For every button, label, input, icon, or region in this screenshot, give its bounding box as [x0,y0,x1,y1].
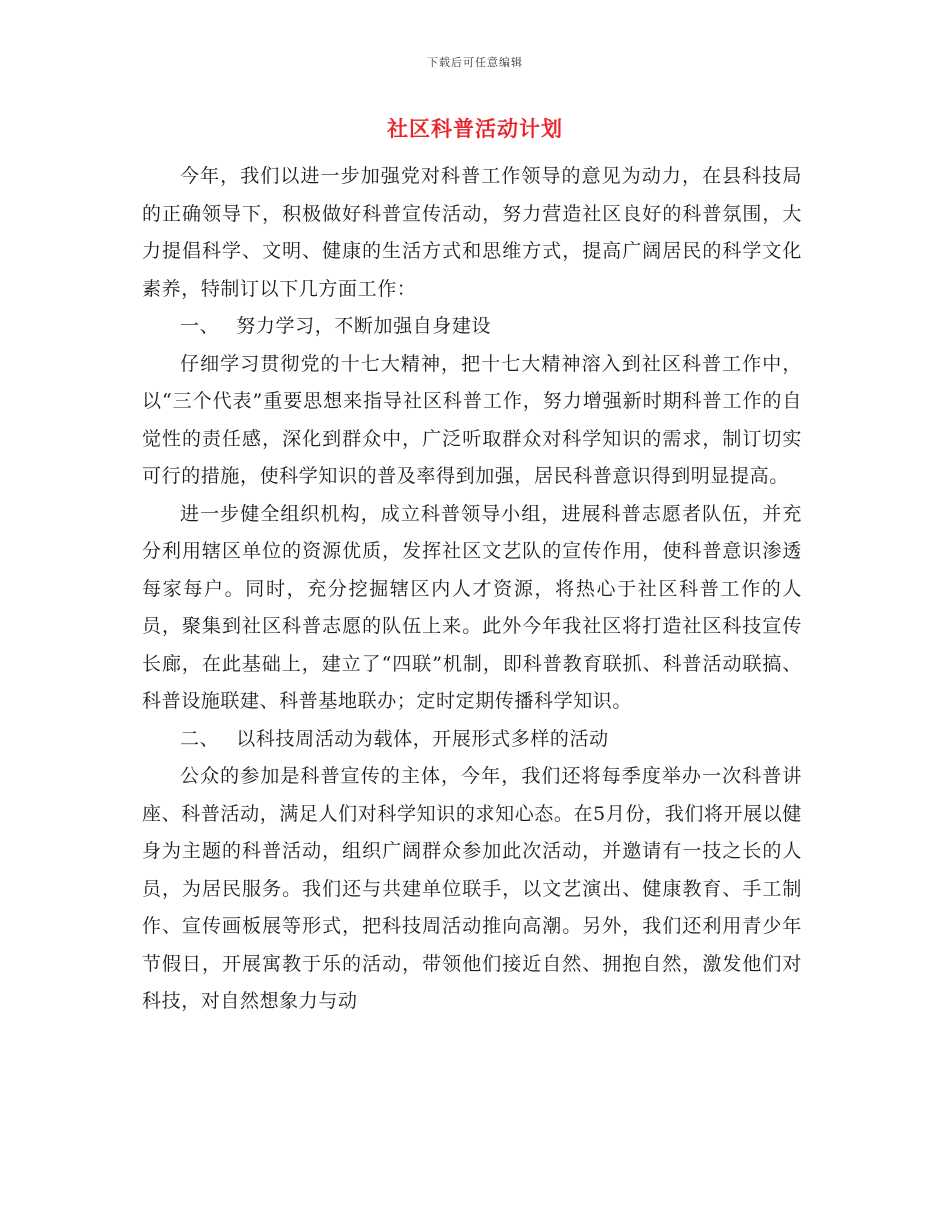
paragraph-intro: 今年，我们以进一步加强党对科普工作领导的意见为动力，在县科技局的正确领导下，积极做好科普宣传活动，努力营造社区良好的科普氛围，大力提倡科学、文明、健康的生活方式和思维方式，提高广阔居民的科学文化素养，特制订以下几方面工作： [142,165,802,300]
paragraph-study: 仔细学习贯彻党的十七大精神，把十七大精神溶入到社区科普工作中，以“三个代表”重要思想来指导社区科普工作，努力增强新时期科普工作的自觉性的责任感，深化到群众中，广泛听取群众对科学知识的需求，制订切实可行的措施，使科学知识的普及率得到加强，居民科普意识得到明显提高。 [142,352,802,487]
section-heading-text: 以科技周活动为载体，开展形式多样的活动 [236,727,609,750]
header-note: 下载后可任意编辑 [427,56,523,69]
section-heading-1 [142,308,802,346]
section-heading-2 [142,721,802,759]
document-body [142,158,802,1021]
paragraph-organization: 进一步健全组织机构，成立科普领导小组，进展科普志愿者队伍，并充分利用辖区单位的资源优质，发挥社区文艺队的宣传作用，使科普意识渗透每家每户。同时，充分挖掘辖区内人才资源，将热心于社区科普工作的人员，聚集到社区科普志愿的队伍上来。此外今年我社区将打造社区科技宣传长廊，在此基础上，建立了“四联”机制，即科普教育联抓、科普活动联搞、科普设施联建、科普基地联办；定时定期传播科学知识。 [142,502,802,712]
document-title: 社区科普活动计划 [387,116,563,141]
section-heading-text: 努力学习，不断加强自身建设 [236,315,492,337]
section-number: 二、 [180,727,220,750]
section-number: 一、 [180,315,220,337]
paragraph-activities: 公众的参加是科普宣传的主体，今年，我们还将每季度举办一次科普讲座、科普活动，满足人们对科学知识的求知心态。在5月份，我们将开展以健身为主题的科普活动，组织广阔群众参加此次活动，并邀请有一技之长的人员，为居民服务。我们还与共建单位联手，以文艺演出、健康教育、手工制作、宣传画板展等形式，把科技周活动推向高潮。另外，我们还利用青少年节假日，开展寓教于乐的活动，带领他们接近自然、拥抱自然，激发他们对科技，对自然想象力与动 [142,765,802,1012]
